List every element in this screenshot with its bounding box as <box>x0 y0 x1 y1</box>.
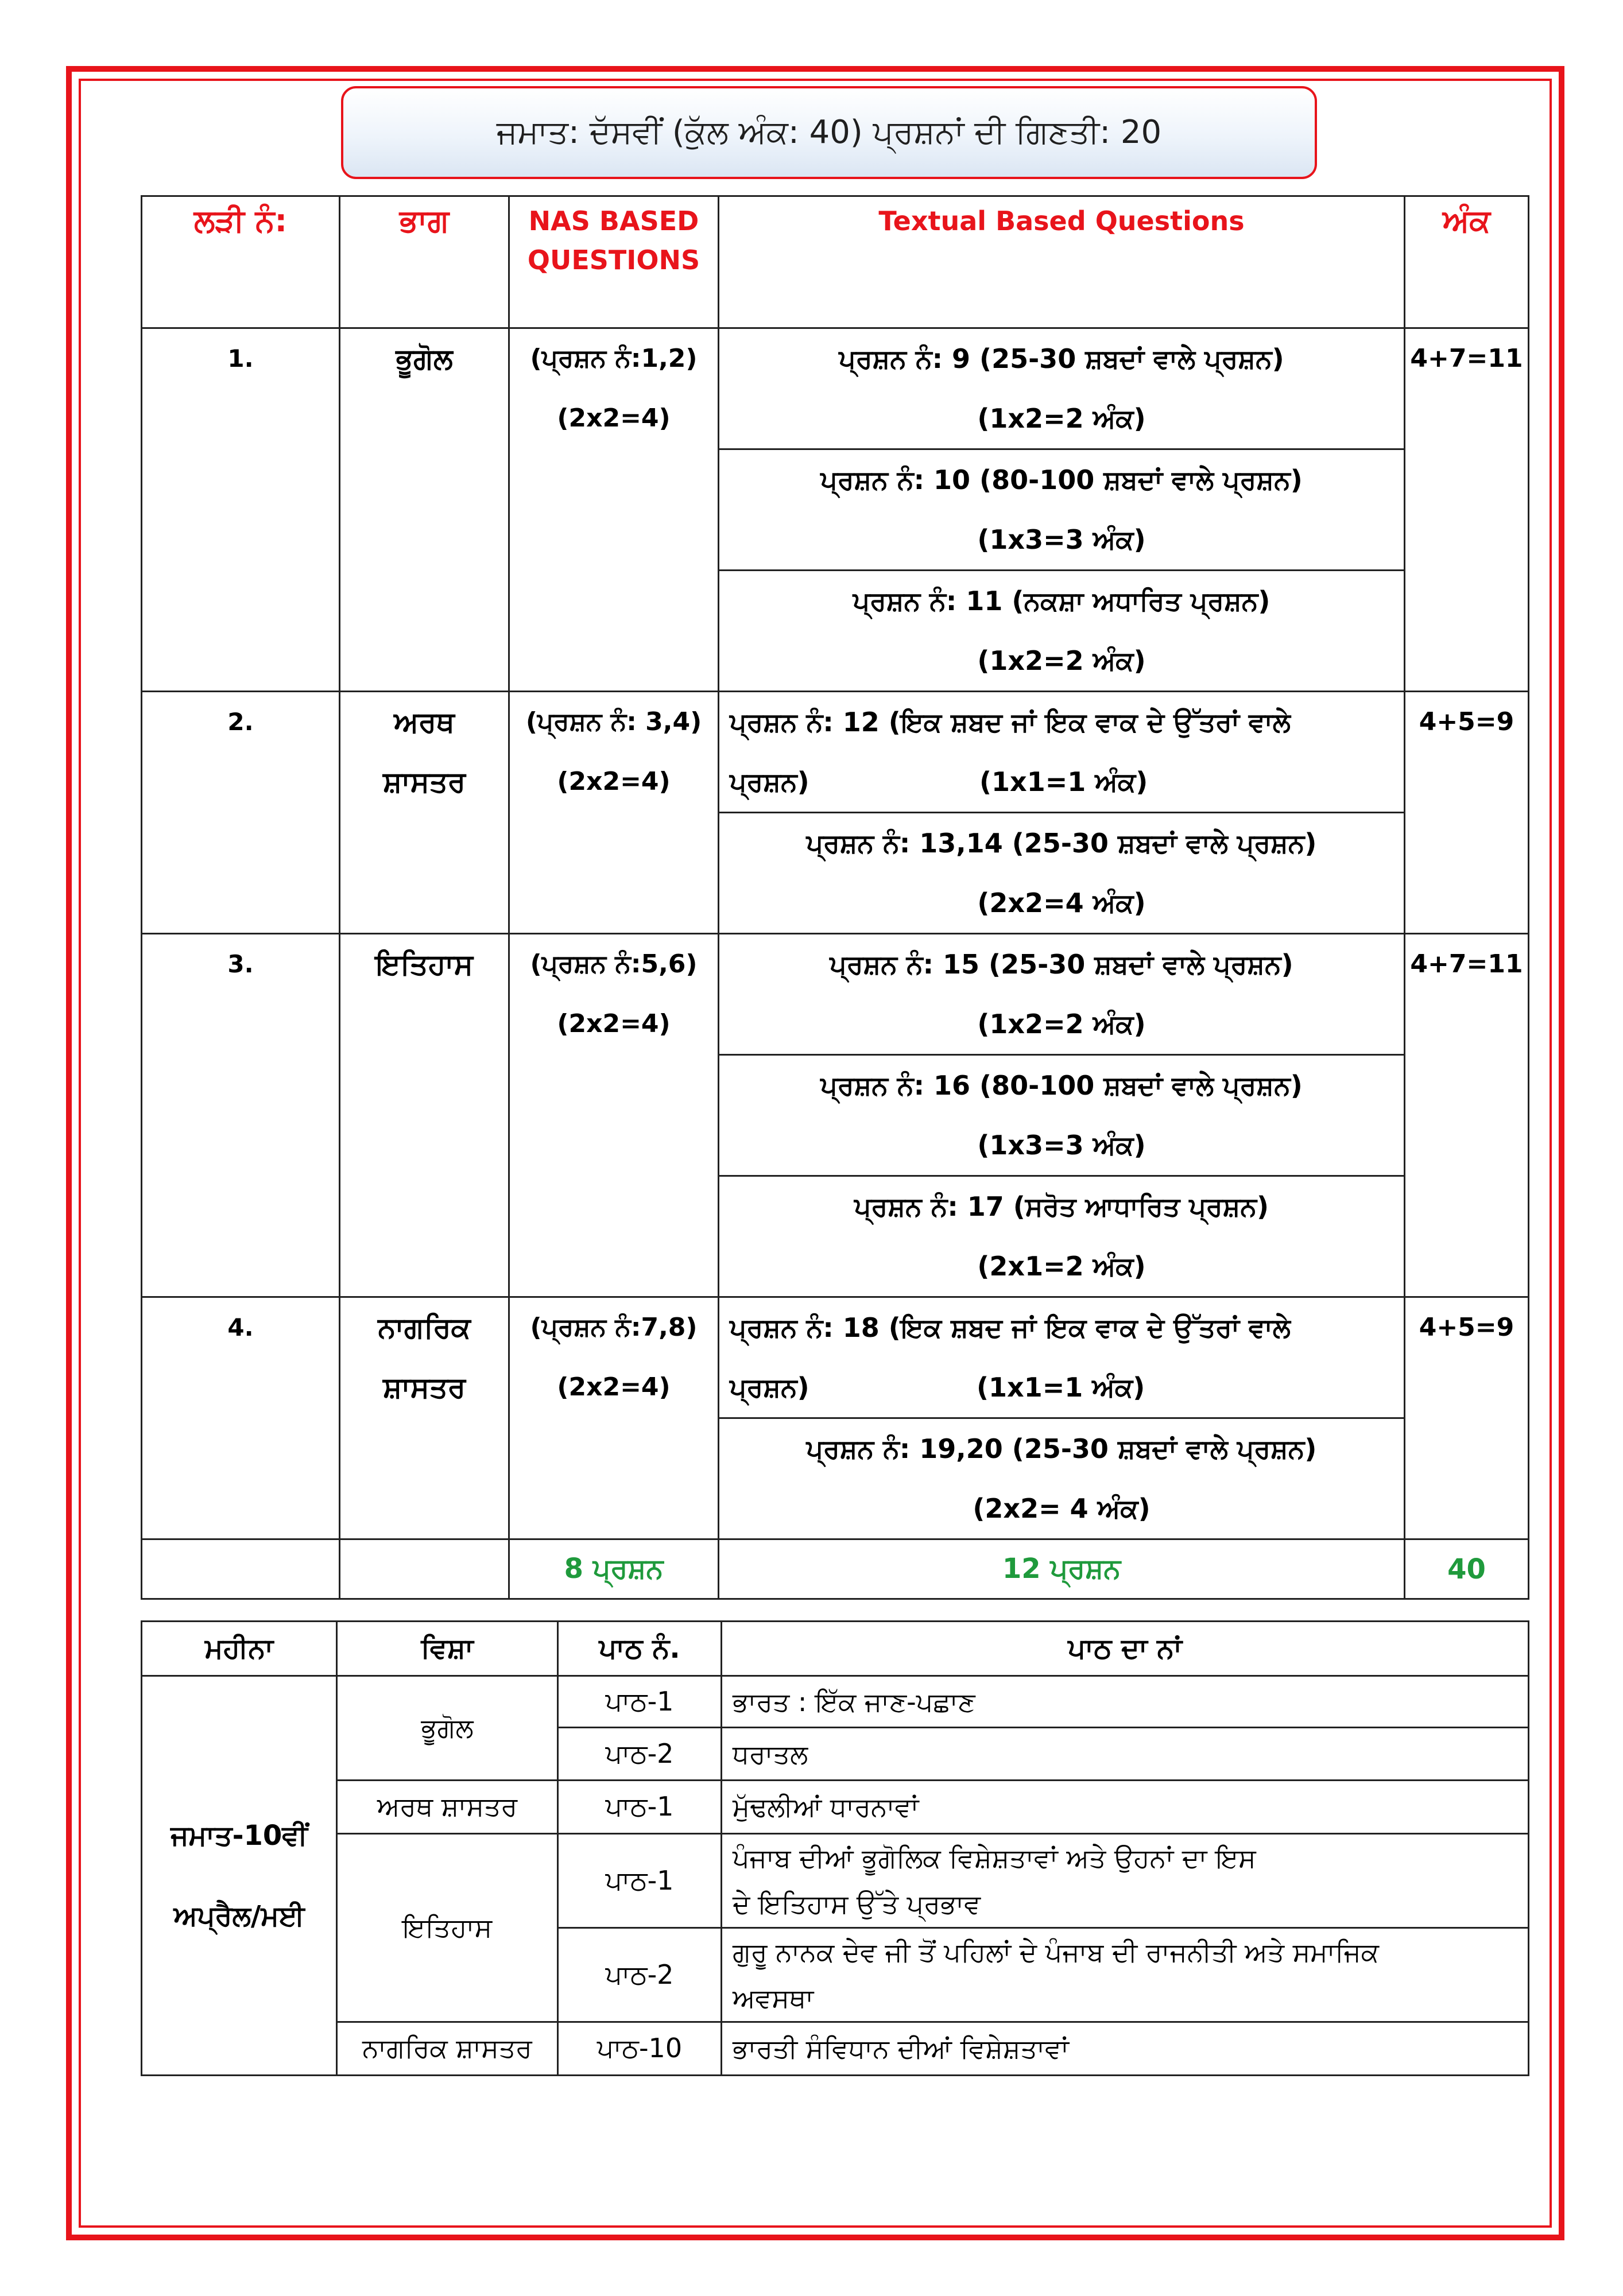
nas-questions: (ਪ੍ਰਸ਼ਨ ਨੰ:5,6) <box>530 949 698 979</box>
table-header-row <box>142 196 1529 328</box>
nas-questions: (ਪ੍ਰਸ਼ਨ ਨੰ:7,8) <box>530 1313 698 1342</box>
lesson-name: ਭਾਰਤ : ਇੱਕ ਜਾਣ-ਪਛਾਣ <box>722 1676 1529 1728</box>
table-row <box>142 692 1529 813</box>
row-nas <box>509 1297 719 1539</box>
textual-question <box>719 1176 1405 1297</box>
question-marks: (2x2=4 ਅੰਕ) <box>977 887 1146 918</box>
question-text: ਪ੍ਰਸ਼ਨ ਨੰ: 17 (ਸਰੋਤ ਆਧਾਰਿਤ ਪ੍ਰਸ਼ਨ) <box>854 1191 1269 1222</box>
row-part <box>340 1297 509 1539</box>
totals-empty <box>340 1539 509 1599</box>
row-serial: 3. <box>142 934 340 1297</box>
question-text: ਪ੍ਰਸ਼ਨ ਨੰ: 11 (ਨਕਸ਼ਾ ਅਧਾਰਿਤ ਪ੍ਰਸ਼ਨ) <box>853 585 1270 616</box>
row-nas <box>509 692 719 934</box>
header-lesson-no: ਪਾਠ ਨੰ. <box>558 1622 722 1676</box>
table-row <box>142 934 1529 1055</box>
totals-marks: 40 <box>1405 1539 1529 1599</box>
lesson-name <box>722 1834 1529 1928</box>
question-marks: (1x1=1 ਅੰਕ) <box>979 766 1148 797</box>
textual-question <box>719 328 1405 449</box>
question-text: ਪ੍ਰਸ਼ਨ ਨੰ: 18 (ਇਕ ਸ਼ਬਦ ਜਾਂ ਇਕ ਵਾਕ ਦੇ ਉੱਤਰਾਂ ਵਾਲੇ <box>730 1312 1291 1343</box>
table-header-row <box>142 1622 1529 1676</box>
subject-cell: ਨਾਗਰਿਕ ਸ਼ਾਸਤਰ <box>337 2022 558 2076</box>
lesson-no: ਪਾਠ-1 <box>558 1834 722 1928</box>
nas-marks: (2x2=4) <box>557 1009 671 1038</box>
lesson-name: ਮੁੱਢਲੀਆਂ ਧਾਰਨਾਵਾਂ <box>722 1781 1529 1834</box>
header-serial: ਲੜੀ ਨੰ: <box>142 196 340 328</box>
textual-question <box>719 449 1405 571</box>
question-text: ਪ੍ਰਸ਼ਨ ਨੰ: 9 (25-30 ਸ਼ਬਦਾਂ ਵਾਲੇ ਪ੍ਰਸ਼ਨ) <box>839 343 1284 374</box>
question-marks: (1x1=1 ਅੰਕ) <box>977 1372 1145 1403</box>
row-part: ਇਤਿਹਾਸ <box>340 934 509 1297</box>
lesson-no: ਪਾਠ-1 <box>558 1676 722 1728</box>
row-nas <box>509 328 719 692</box>
nas-questions: (ਪ੍ਰਸ਼ਨ ਨੰ: 3,4) <box>525 707 702 736</box>
question-marks: (2x1=2 ਅੰਕ) <box>977 1251 1146 1282</box>
lesson-no: ਪਾਠ-1 <box>558 1781 722 1834</box>
lesson-name-line: ਦੇ ਇਤਿਹਾਸ ਉੱਤੇ ਪ੍ਰਭਾਵ <box>733 1888 981 1919</box>
subject-cell: ਭੂਗੋਲ <box>337 1676 558 1781</box>
question-text: ਪ੍ਰਸ਼ਨ ਨੰ: 10 (80-100 ਸ਼ਬਦਾਂ ਵਾਲੇ ਪ੍ਰਸ਼ਨ) <box>820 464 1303 495</box>
textual-question <box>719 934 1405 1055</box>
nas-questions: (ਪ੍ਰਸ਼ਨ ਨੰ:1,2) <box>530 344 698 373</box>
row-serial: 4. <box>142 1297 340 1539</box>
question-marks: (1x3=3 ਅੰਕ) <box>977 1130 1146 1161</box>
table-row <box>142 328 1529 449</box>
header-marks: ਅੰਕ <box>1405 196 1529 328</box>
lesson-name <box>722 1928 1529 2022</box>
page-title: ਜਮਾਤ: ਦੱਸਵੀਂ (ਕੁੱਲ ਅੰਕ: 40) ਪ੍ਰਸ਼ਨਾਂ ਦੀ ਗਿਣਤੀ: 20 <box>341 86 1317 179</box>
nas-marks: (2x2=4) <box>557 404 671 433</box>
totals-nas: 8 ਪ੍ਰਸ਼ਨ <box>509 1539 719 1599</box>
question-marks: (2x2= 4 ਅੰਕ) <box>973 1493 1151 1524</box>
row-nas <box>509 934 719 1297</box>
question-marks: (1x2=2 ਅੰਕ) <box>977 403 1146 434</box>
totals-textual: 12 ਪ੍ਰਸ਼ਨ <box>719 1539 1405 1599</box>
header-month: ਮਹੀਨਾ <box>142 1622 337 1676</box>
textual-question <box>719 813 1405 934</box>
month-label: ਅਪ੍ਰੈਲ/ਮਈ <box>173 1899 305 1932</box>
table-row <box>142 1781 1529 1834</box>
question-text: ਪ੍ਰਸ਼ਨ ਨੰ: 12 (ਇਕ ਸ਼ਬਦ ਜਾਂ ਇਕ ਵਾਕ ਦੇ ਉੱਤਰਾਂ ਵਾਲੇ <box>730 707 1291 738</box>
question-text-cont: ਪ੍ਰਸ਼ਨ) <box>730 766 809 797</box>
lesson-no: ਪਾਠ-2 <box>558 1728 722 1781</box>
lesson-no: ਪਾਠ-10 <box>558 2022 722 2076</box>
question-text: ਪ੍ਰਸ਼ਨ ਨੰ: 15 (25-30 ਸ਼ਬਦਾਂ ਵਾਲੇ ਪ੍ਰਸ਼ਨ) <box>830 949 1293 980</box>
question-text: ਪ੍ਰਸ਼ਨ ਨੰ: 13,14 (25-30 ਸ਼ਬਦਾਂ ਵਾਲੇ ਪ੍ਰਸ਼ਨ) <box>806 828 1317 859</box>
textual-question <box>719 571 1405 692</box>
nas-marks: (2x2=4) <box>557 767 671 796</box>
question-distribution-table <box>141 195 1529 1600</box>
lesson-name-line: ਪੰਜਾਬ ਦੀਆਂ ਭੂਗੋਲਿਕ ਵਿਸ਼ੇਸ਼ਤਾਵਾਂ ਅਤੇ ਉਹਨਾਂ ਦਾ ਇਸ <box>733 1842 1256 1874</box>
row-marks: 4+5=9 <box>1405 692 1529 934</box>
header-subject: ਵਿਸ਼ਾ <box>337 1622 558 1676</box>
header-part: ਭਾਗ <box>340 196 509 328</box>
subject-cell: ਇਤਿਹਾਸ <box>337 1834 558 2022</box>
part-line: ਨਾਗਰਿਕ <box>378 1311 471 1344</box>
header-nas: NAS BASED QUESTIONS <box>509 196 719 328</box>
subject-cell: ਅਰਥ ਸ਼ਾਸਤਰ <box>337 1781 558 1834</box>
table-row <box>142 1834 1529 1928</box>
header-textual: Textual Based Questions <box>719 196 1405 328</box>
row-part <box>340 692 509 934</box>
part-line: ਅਰਥ <box>394 705 455 739</box>
table-row <box>142 2022 1529 2076</box>
lesson-name-line: ਗੁਰੂ ਨਾਨਕ ਦੇਵ ਜੀ ਤੋਂ ਪਹਿਲਾਂ ਦੇ ਪੰਜਾਬ ਦੀ ਰਾਜਨੀਤੀ ਅਤੇ ਸਮਾਜਿਕ <box>733 1936 1380 1968</box>
part-line: ਸ਼ਾਸਤਰ <box>383 1371 466 1404</box>
totals-row <box>142 1539 1529 1599</box>
lesson-name: ਭਾਰਤੀ ਸੰਵਿਧਾਨ ਦੀਆਂ ਵਿਸ਼ੇਸ਼ਤਾਵਾਂ <box>722 2022 1529 2076</box>
textual-question <box>719 692 1405 813</box>
lesson-name-line: ਅਵਸਥਾ <box>733 1982 814 2014</box>
row-part: ਭੂਗੋਲ <box>340 328 509 692</box>
class-label: ਜਮਾਤ-10ਵੀਂ <box>171 1819 308 1852</box>
question-text-cont: ਪ੍ਰਸ਼ਨ) <box>730 1372 809 1403</box>
table-row <box>142 1676 1529 1728</box>
row-marks: 4+5=9 <box>1405 1297 1529 1539</box>
question-marks: (1x3=3 ਅੰਕ) <box>977 524 1146 555</box>
question-text: ਪ੍ਰਸ਼ਨ ਨੰ: 19,20 (25-30 ਸ਼ਬਦਾਂ ਵਾਲੇ ਪ੍ਰਸ਼ਨ) <box>806 1433 1317 1464</box>
totals-empty <box>142 1539 340 1599</box>
row-serial: 2. <box>142 692 340 934</box>
part-line: ਸ਼ਾਸਤਰ <box>383 765 466 798</box>
lesson-name: ਧਰਾਤਲ <box>722 1728 1529 1781</box>
row-marks: 4+7=11 <box>1405 934 1529 1297</box>
textual-question <box>719 1418 1405 1539</box>
syllabus-table <box>141 1620 1529 2076</box>
month-cell <box>142 1676 337 2076</box>
textual-question <box>719 1055 1405 1176</box>
row-marks: 4+7=11 <box>1405 328 1529 692</box>
header-lesson-name: ਪਾਠ ਦਾ ਨਾਂ <box>722 1622 1529 1676</box>
row-serial: 1. <box>142 328 340 692</box>
textual-question <box>719 1297 1405 1418</box>
question-marks: (1x2=2 ਅੰਕ) <box>977 1009 1146 1040</box>
table-row <box>142 1297 1529 1418</box>
question-marks: (1x2=2 ਅੰਕ) <box>977 645 1146 676</box>
nas-marks: (2x2=4) <box>557 1372 671 1402</box>
lesson-no: ਪਾਠ-2 <box>558 1928 722 2022</box>
question-text: ਪ੍ਰਸ਼ਨ ਨੰ: 16 (80-100 ਸ਼ਬਦਾਂ ਵਾਲੇ ਪ੍ਰਸ਼ਨ) <box>820 1070 1303 1101</box>
